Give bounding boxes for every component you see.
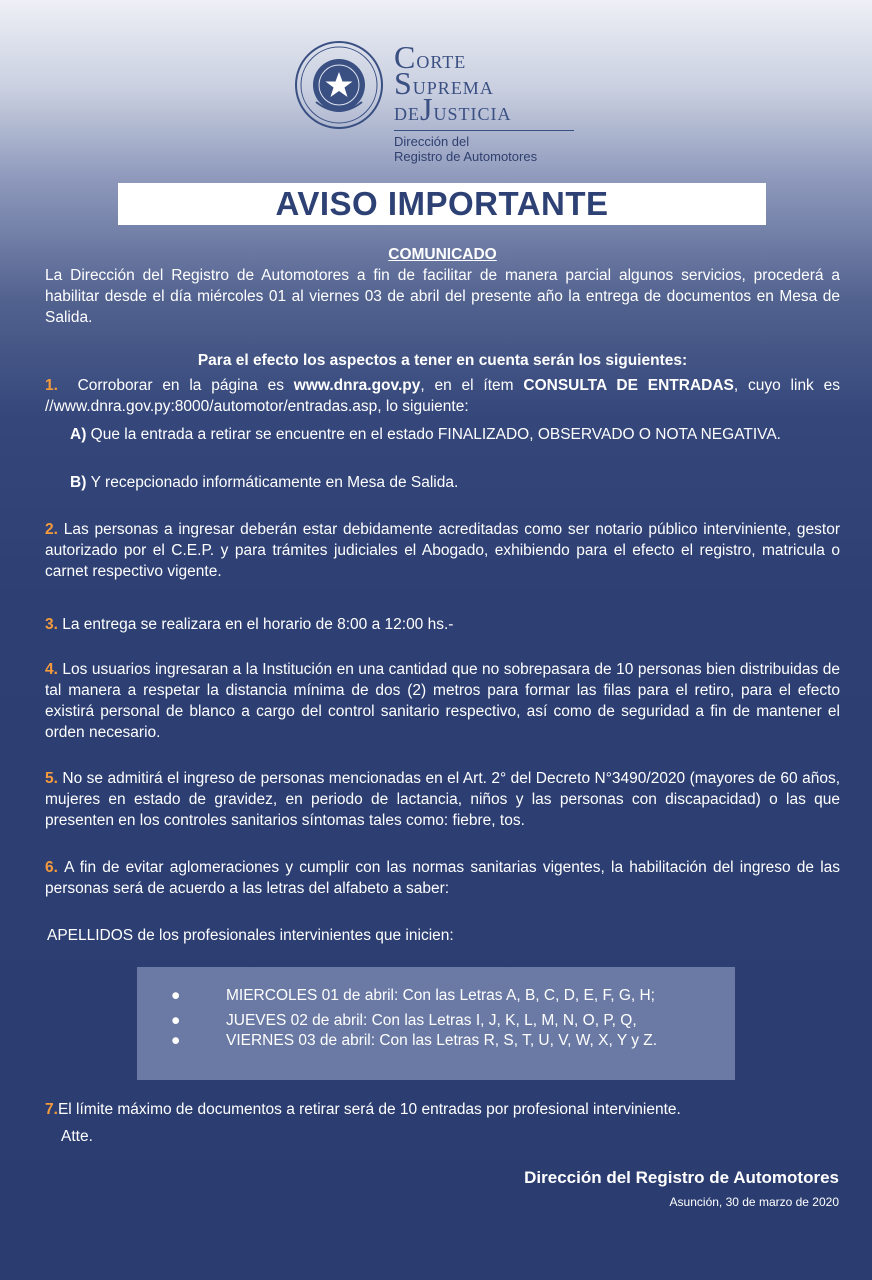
signature-org: Dirección del Registro de Automotores (524, 1168, 839, 1187)
item-1-sub-a: A) Que la entrada a retirar se encuentre en el estado FINALIZADO, OBSERVADO O NOTA NEGATIVA. (70, 426, 781, 443)
item-1: 1. Corroborar en la página es www.dnra.gov.py, en el ítem CONSULTA DE ENTRADAS, cuyo link es //www.dnra.gov.py:8000/automotor/entradas.asp, lo siguiente: (45, 377, 840, 415)
logo-divider (394, 130, 574, 131)
notice-heading: COMUNICADO (388, 246, 497, 263)
banner-title: AVISO IMPORTANTE (275, 185, 609, 222)
bullet-icon: ● (171, 987, 181, 1004)
schedule-box: ● MIERCOLES 01 de abril: Con las Letras A, B, C, D, E, F, G, H; ● JUEVES 02 de abril: Con las Letras I, J, K, L, M, N, O, P, Q, ● VIERNES 03 de abril: Con las Letras R, S, T, U, V, W, X, Y y Z. (137, 967, 735, 1080)
item-6: 6. A fin de evitar aglomeraciones y cumplir con las normas sanitarias vigentes, la habilitación del ingreso de las personas será de acuerdo a las letras del alfabeto a saber: (45, 859, 841, 897)
item-7: 7.El límite máximo de documentos a retirar será de 10 entradas por profesional interviniente. (45, 1101, 681, 1118)
notice-banner (118, 183, 766, 225)
item-1-sub-b: B) Y recepcionado informáticamente en Mesa de Salida. (70, 474, 459, 491)
apellidos-line: APELLIDOS de los profesionales intervinientes que inicien: (47, 927, 454, 944)
item-5: 5. No se admitirá el ingreso de personas mencionadas en el Art. 2° del Decreto N°3490/2020 (mayores de 60 años, mujeres en estado de gravidez, en periodo de lactancia, niños y las personas con discapacidad) o las que presenten en los controles sanitarios síntomas tales como: fiebre, tos. (45, 770, 840, 829)
item-4: 4. Los usuarios ingresaran a la Institución en una cantidad que no sobrepasara de 10 personas bien distribuidas de tal manera a respetar la distancia mínima de dos (2) metros para formar las filas para el retiro, para el efecto existirá personal de blanco a cargo del control sanitario respectivo, así como de seguridad a fin de mantener el orden necesario. (45, 661, 840, 741)
header: CORTE SUPREMA DEJUSTICIA Dirección del Registro de Automotores (294, 40, 594, 170)
item-3: 3. La entrega se realizara en el horario de 8:00 a 12:00 hs.- (45, 616, 454, 633)
closing-word: Atte. (61, 1128, 93, 1145)
bullet-icon: ● (171, 1012, 181, 1029)
signature-date: Asunción, 30 de marzo de 2020 (669, 1195, 839, 1209)
item-2: 2. Las personas a ingresar deberán estar debidamente acreditadas como ser notario público interviniente, gestor autorizado por el C.E.P. y para trámites judiciales el Abogado, exhibiendo para el efecto el registro, matricula o carnet respectivo vigente. (45, 521, 840, 580)
aspects-title: Para el efecto los aspectos a tener en cuenta serán los siguientes: (197, 352, 688, 369)
department-name: Dirección del Registro de Automotores (394, 134, 538, 164)
intro-paragraph: La Dirección del Registro de Automotores a fin de facilitar de manera parcial algunos servicios, procederá a habilitar desde el día miércoles 01 al viernes 03 de abril del presente año la entrega de documentos en Mesa de Salida. (45, 267, 840, 326)
dnra-link[interactable]: www.dnra.gov.py (293, 377, 421, 394)
bullet-icon: ● (171, 1032, 181, 1049)
national-seal-icon (294, 40, 384, 130)
